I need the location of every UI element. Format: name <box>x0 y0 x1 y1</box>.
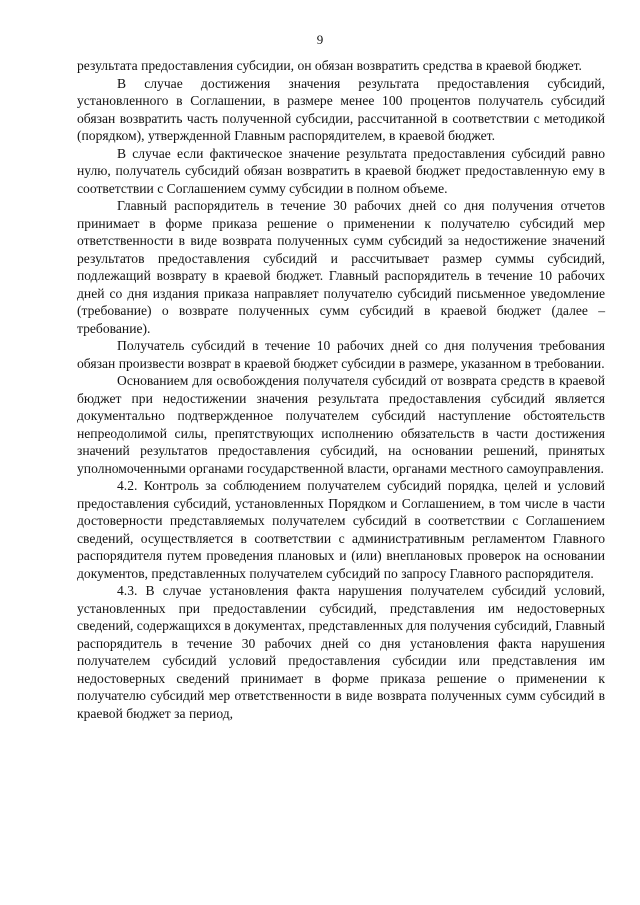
page-number: 9 <box>316 32 324 47</box>
paragraph-force-majeure: Основанием для освобождения получателя субсидий от возврата средств в краевой бюджет при недостижении значения результата предоставления субсидий является документально подтвержденное получателем субсидий наступление обстоятельств непреодолимой силы, препятствующих исполнению обязательств в части достижения значений результатов предоставления субсидий, на основании решений, принятых уполномоченными органами государственной власти, органами местного самоуправления. <box>77 373 605 476</box>
paragraph-refund-deadline: Получатель субсидий в течение 10 рабочих дней со дня получения требования обязан произвести возврат в краевой бюджет субсидии в размере, указанном в требовании. <box>77 338 605 371</box>
paragraph-section-4-2: 4.2. Контроль за соблюдением получателем субсидий порядка, целей и условий предоставления субсидий, установленных Порядком и Соглашением, в том числе в части достоверности представляемых получателем субсидий в соответствии с Соглашением сведений, осуществляется в соответствии с административным регламентом Главного распорядителя путем проведения плановых и (или) внеплановых проверок на основании документов, представленных получателем субсидий по запросу Главного распорядителя. <box>77 478 605 581</box>
paragraph-decision-on-refund: Главный распорядитель в течение 30 рабочих дней со дня получения отчетов принимает в форме приказа решение о применении к получателю субсидий мер ответственности в виде возврата полученных сумм субсидий за недостижение значений результатов предоставления субсидий и рассчитывает размер суммы субсидий, подлежащий возврату в краевой бюджет. Главный распорядитель в течение 10 рабочих дней со дня издания приказа направляет получателю субсидий письменное уведомление (требование) о возврате полученных сумм субсидий в краевой бюджет (далее – требование). <box>77 198 605 336</box>
paragraph-zero-result: В случае если фактическое значение результата предоставления субсидий равно нулю, получатель субсидий обязан возвратить в краевой бюджет предоставленную ему в соответствии с Соглашением сумму субсидии в полном объеме. <box>77 145 605 196</box>
body-text <box>77 57 605 722</box>
paragraph-continuation: результата предоставления субсидии, он обязан возвратить средства в краевой бюджет. <box>77 58 582 73</box>
paragraph-partial-achievement: В случае достижения значения результата предоставления субсидий, установленного в Соглашении, в размере менее 100 процентов получатель субсидий обязан возвратить часть полученной субсидии, рассчитанной в соответствии с методикой (порядком), утвержденной Главным распорядителем, в краевой бюджет. <box>77 75 605 143</box>
paragraph-section-4-3: 4.3. В случае установления факта нарушения получателем субсидий условий, установленных при предоставлении субсидий, представления им недостоверных сведений, содержащихся в документах, представленных для получения субсидий, Главный распорядитель в течение 30 рабочих дней со дня установления факта нарушения получателем субсидий условий предоставления субсидии или представления им недостоверных сведений принимает в форме приказа решение о применении к получателю субсидий мер ответственности в виде возврата полученных сумм субсидий в краевой бюджет за период, <box>77 583 606 721</box>
